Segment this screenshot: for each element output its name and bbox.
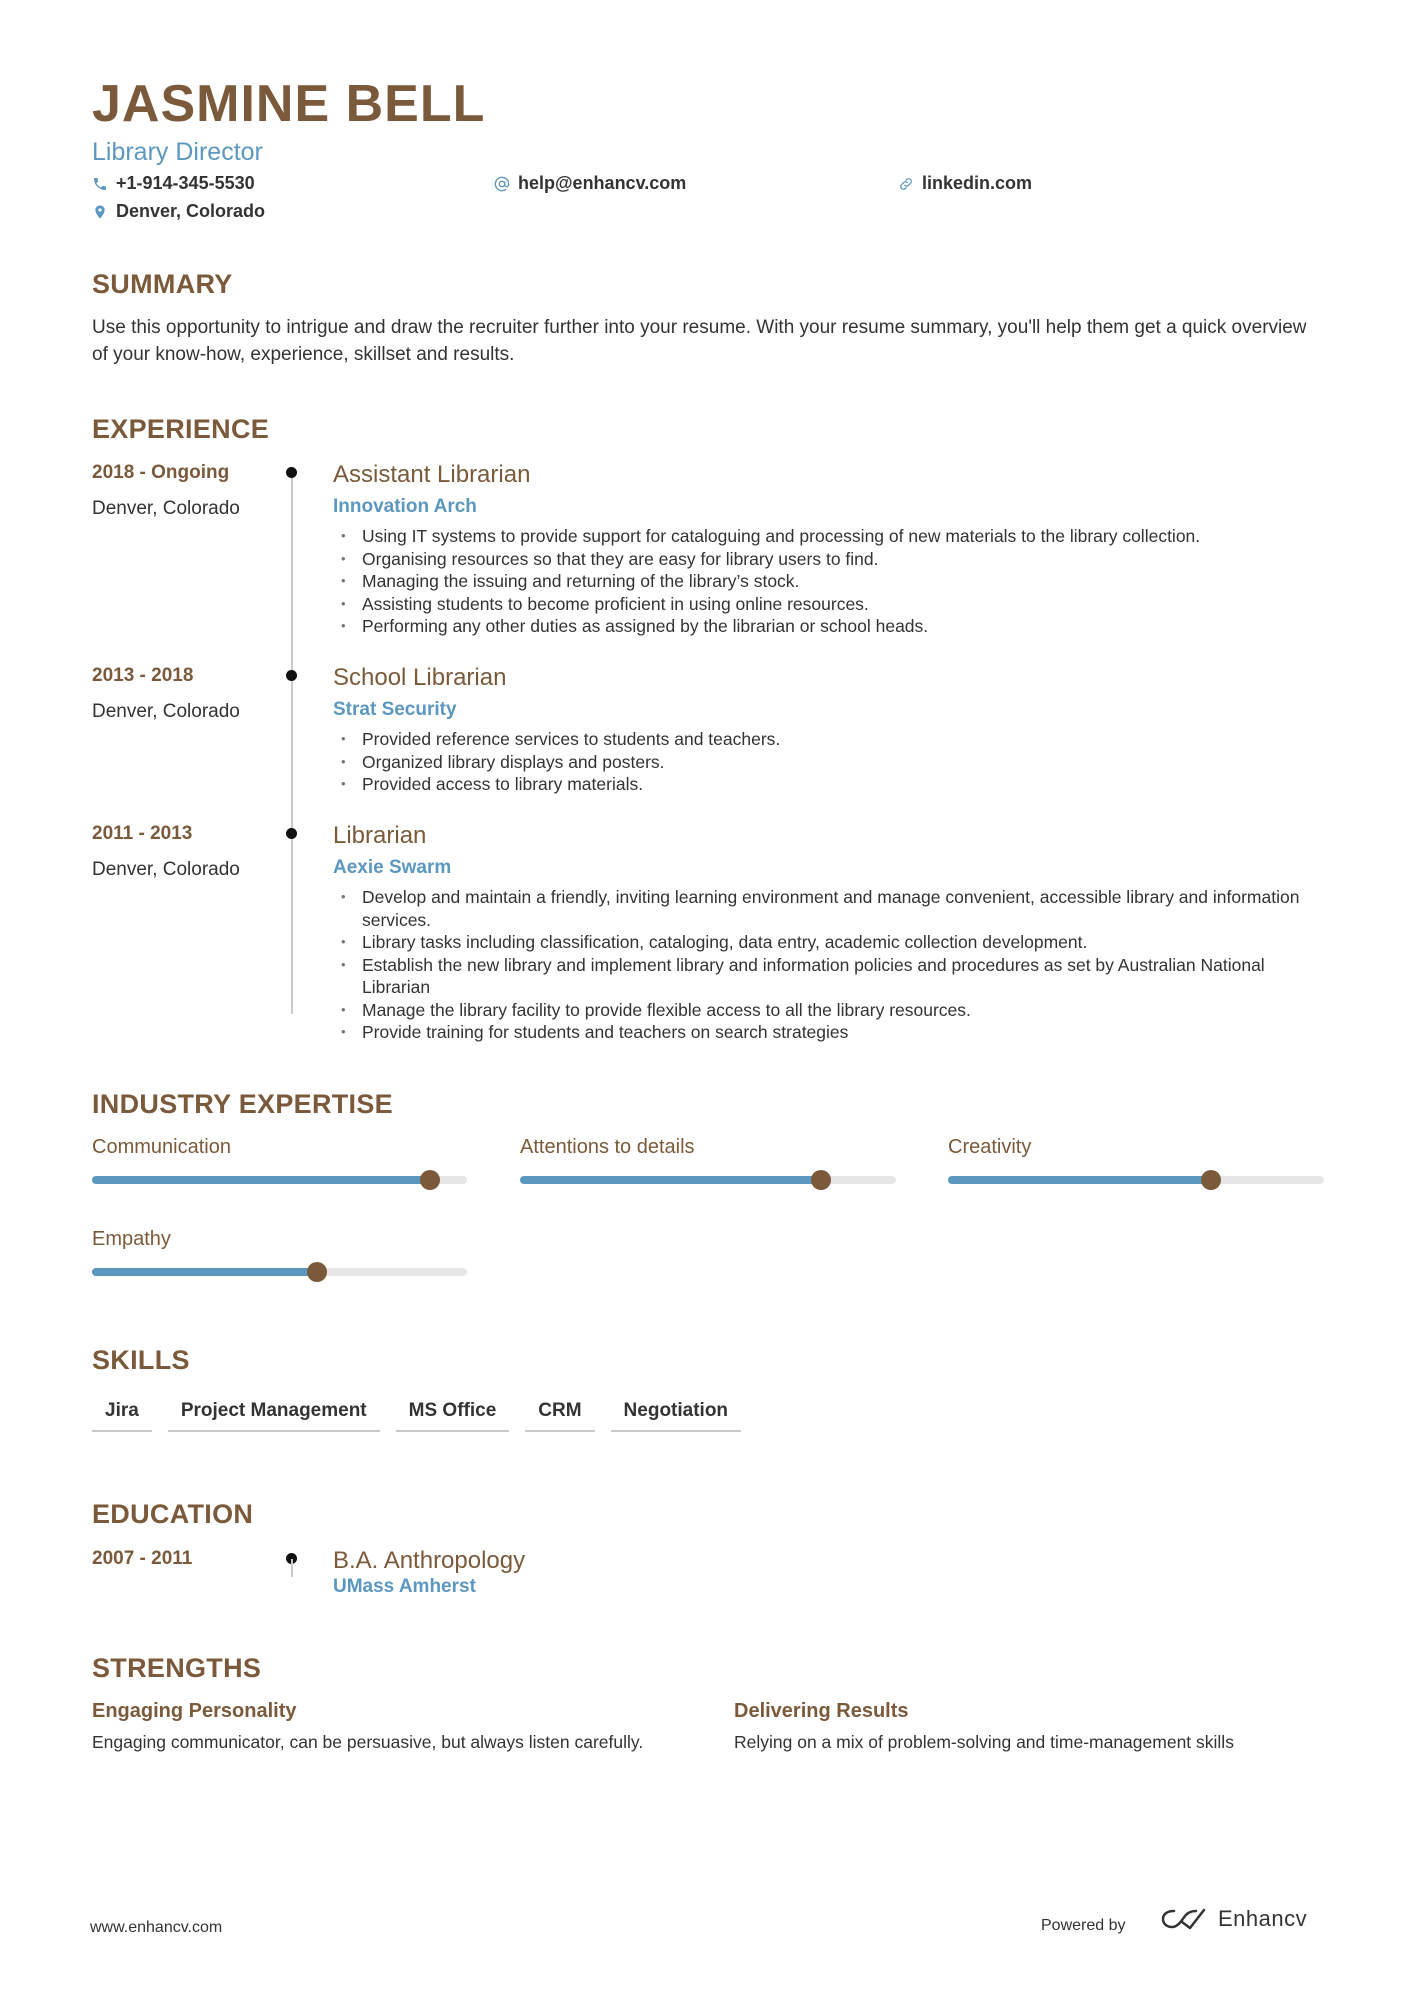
candidate-title: Library Director [92, 138, 263, 166]
footer-url[interactable]: www.enhancv.com [90, 1919, 223, 1936]
skills-list [92, 1398, 741, 1432]
experience-heading: EXPERIENCE [92, 414, 270, 444]
expertise-bar-fill [948, 1176, 1211, 1184]
expertise-bar-fill [92, 1176, 430, 1184]
job-dates: 2011 - 2013 [92, 823, 193, 844]
strength-title: Delivering Results [734, 1700, 909, 1722]
expertise-label: Creativity [948, 1136, 1032, 1158]
expertise-bar-knob [307, 1262, 327, 1282]
expertise-label: Empathy [92, 1228, 171, 1250]
job-company: Innovation Arch [333, 496, 477, 517]
location-text: Denver, Colorado [116, 201, 266, 221]
job-company: Strat Security [333, 699, 457, 720]
timeline-dot [286, 828, 297, 839]
skill-tag: Jira [92, 1398, 152, 1432]
expertise-bar [520, 1176, 896, 1184]
job-bullet: • Organized library displays and posters. [333, 751, 1333, 774]
phone-icon [92, 176, 108, 192]
email-text: help@enhancv.com [518, 173, 687, 193]
job-title: Assistant Librarian [333, 461, 531, 488]
job-location: Denver, Colorado [92, 701, 240, 722]
job-bullet: • Using IT systems to provide support for cataloguing and processing of new materials to the library collection. [333, 525, 1333, 548]
job-bullets [333, 525, 1333, 638]
job-bullet: • Managing the issuing and returning of the library’s stock. [333, 570, 1333, 593]
expertise-bar-fill [520, 1176, 821, 1184]
at-icon [494, 176, 510, 192]
job-bullet: • Provided reference services to students and teachers. [333, 728, 1333, 751]
job-bullet: • Performing any other duties as assigned by the librarian or school heads. [333, 615, 1333, 638]
brand-logo[interactable] [1160, 1906, 1307, 1932]
job-bullet: • Develop and maintain a friendly, inviting learning environment and manage convenient, accessible library and information services. [333, 886, 1333, 931]
job-company: Aexie Swarm [333, 857, 452, 878]
job-dates: 2018 - Ongoing [92, 462, 230, 483]
expertise-label: Attentions to details [520, 1136, 695, 1158]
education-degree: B.A. Anthropology [333, 1547, 526, 1574]
location-contact [92, 201, 265, 222]
job-bullet: • Organising resources so that they are easy for library users to find. [333, 548, 1333, 571]
location-pin-icon [92, 204, 108, 220]
job-title: Librarian [333, 822, 427, 849]
job-bullet: • Establish the new library and implement library and information policies and procedures as set by Australian National Librarian [333, 954, 1333, 999]
job-bullet: • Library tasks including classification, cataloging, data entry, academic collection development. [333, 931, 1333, 954]
timeline-dot [286, 670, 297, 681]
summary-heading: SUMMARY [92, 269, 233, 299]
summary-text: Use this opportunity to intrigue and draw the recruiter further into your resume. With your resume summary, you'll help them get a quick overview of your know-how, experience, skillset and results. [92, 317, 1307, 365]
enhancv-logo-icon [1160, 1906, 1208, 1932]
skill-tag: MS Office [396, 1398, 510, 1432]
job-bullet: • Provided access to library materials. [333, 773, 1333, 796]
skill-tag: Project Management [168, 1398, 380, 1432]
strength-title: Engaging Personality [92, 1700, 297, 1722]
expertise-bar-knob [1201, 1170, 1221, 1190]
phone-contact [92, 173, 255, 194]
expertise-bar [92, 1176, 467, 1184]
timeline-dot [286, 467, 297, 478]
skill-tag: CRM [525, 1398, 594, 1432]
link-icon [898, 176, 914, 192]
job-bullet: • Manage the library facility to provide flexible access to all the library resources. [333, 999, 1333, 1022]
expertise-heading: INDUSTRY EXPERTISE [92, 1089, 393, 1119]
education-school: UMass Amherst [333, 1576, 476, 1597]
expertise-bar-knob [811, 1170, 831, 1190]
skills-heading: SKILLS [92, 1345, 190, 1375]
expertise-bar-knob [420, 1170, 440, 1190]
linkedin-text: linkedin.com [922, 173, 1033, 193]
strength-description: Engaging communicator, can be persuasive, but always listen carefully. [92, 1732, 644, 1752]
job-bullets [333, 728, 1333, 796]
linkedin-contact[interactable] [898, 173, 1032, 194]
email-contact[interactable] [494, 173, 686, 194]
job-location: Denver, Colorado [92, 498, 240, 519]
candidate-name: JASMINE BELL [92, 75, 486, 133]
job-title: School Librarian [333, 664, 507, 691]
job-dates: 2013 - 2018 [92, 665, 194, 686]
strengths-heading: STRENGTHS [92, 1653, 262, 1683]
job-bullet: • Assisting students to become proficient in using online resources. [333, 593, 1333, 616]
skill-tag: Negotiation [611, 1398, 742, 1432]
phone-text: +1-914-345-5530 [116, 173, 255, 193]
education-dates: 2007 - 2011 [92, 1548, 193, 1569]
education-heading: EDUCATION [92, 1499, 254, 1529]
brand-name: Enhancv [1218, 1906, 1308, 1931]
expertise-bar-fill [92, 1268, 317, 1276]
expertise-bar [92, 1268, 467, 1276]
job-bullet: • Provide training for students and teachers on search strategies [333, 1021, 1333, 1044]
powered-by-label: Powered by [1041, 1917, 1126, 1934]
experience-timeline [291, 469, 293, 1014]
job-bullets [333, 886, 1333, 1044]
strength-description: Relying on a mix of problem-solving and time-management skills [734, 1732, 1234, 1752]
expertise-label: Communication [92, 1136, 231, 1158]
job-location: Denver, Colorado [92, 859, 240, 880]
education-timeline [291, 1559, 293, 1577]
expertise-bar [948, 1176, 1324, 1184]
